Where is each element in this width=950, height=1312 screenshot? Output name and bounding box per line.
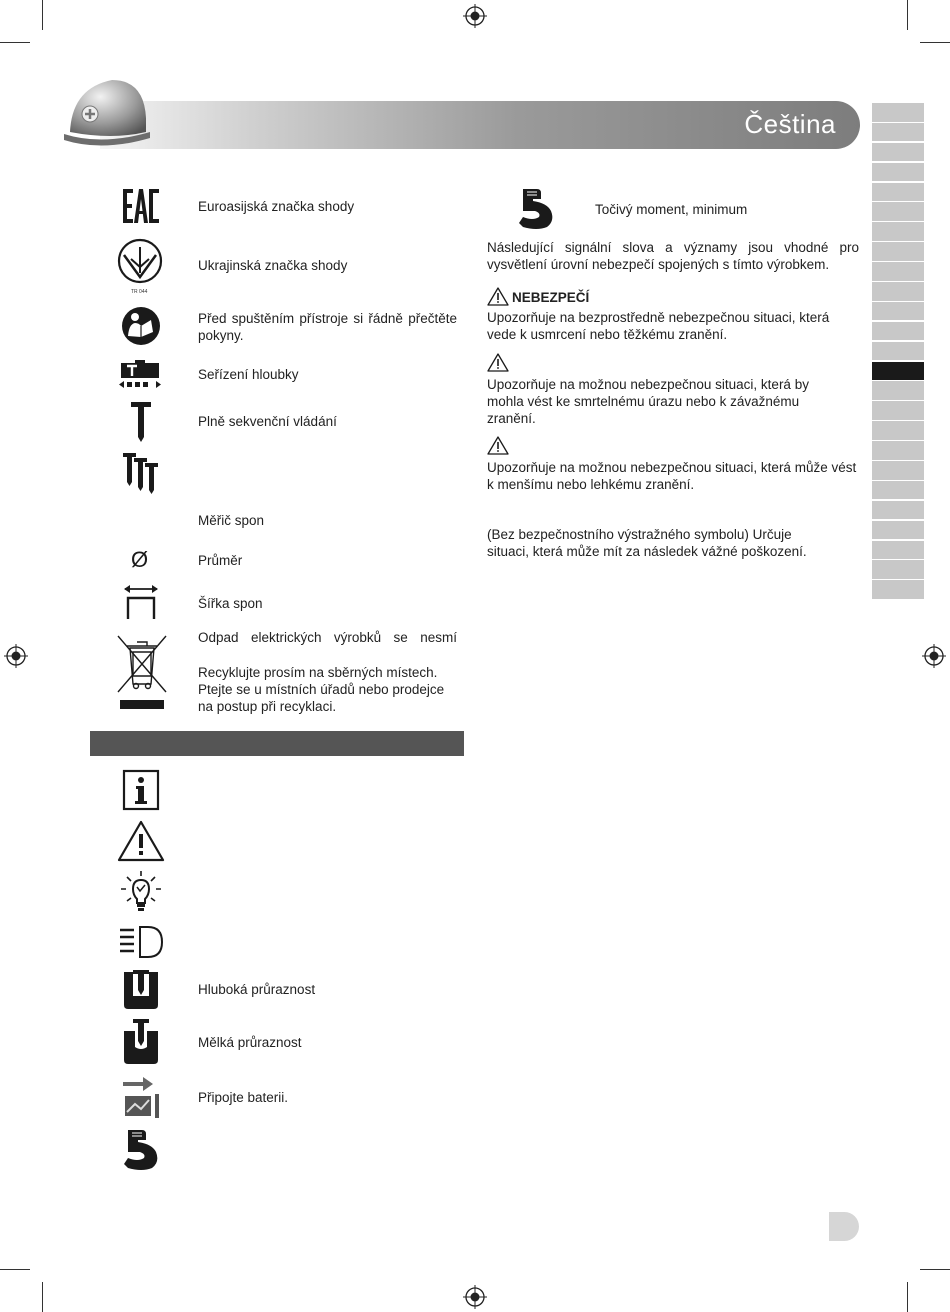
symbol-text: Průměr	[198, 553, 243, 568]
language-tab[interactable]	[872, 262, 924, 281]
warning-text: Upozorňuje na možnou nebezpečnou situaci, která by mohla vést ke smrtelnému úrazu nebo k závažnému zranění.	[487, 377, 809, 426]
danger-text: Upozorňuje na bezprostředně nebezpečnou situaci, která vede k usmrcení nebo těžkému zranění.	[487, 310, 830, 342]
torque-text: Točivý moment, minimum	[595, 202, 748, 217]
torque-icon	[122, 1128, 162, 1172]
warning-icon	[487, 353, 509, 372]
safety-helmet-icon	[62, 74, 152, 150]
language-tab[interactable]	[872, 123, 924, 142]
crop-mark	[920, 42, 950, 43]
language-tab[interactable]	[872, 242, 924, 261]
language-tab[interactable]	[872, 461, 924, 480]
language-tab[interactable]	[872, 560, 924, 579]
language-tab[interactable]	[872, 222, 924, 241]
language-tab[interactable]	[872, 421, 924, 440]
language-tab[interactable]	[872, 541, 924, 560]
crop-mark	[42, 1282, 43, 1312]
symbol-text: Připojte baterii.	[198, 1090, 289, 1105]
registration-mark-icon	[463, 1285, 487, 1309]
notice-text: (Bez bezpečnostního výstražného symbolu) Určuje situaci, která může mít za následek vážné poškození.	[487, 527, 807, 559]
language-tab[interactable]	[872, 163, 924, 182]
symbol-text: Měřič spon	[198, 513, 265, 528]
language-tab[interactable]	[872, 322, 924, 341]
crop-mark	[907, 0, 908, 30]
language-tab[interactable]	[872, 580, 924, 599]
headlight-icon	[118, 924, 164, 960]
language-tab[interactable]	[872, 381, 924, 400]
registration-mark-icon	[922, 644, 946, 668]
depth-adjustment-icon	[117, 360, 163, 390]
caution-icon	[487, 436, 509, 455]
deep-penetration-icon	[122, 968, 160, 1010]
symbol-text: Seřízení hloubky	[198, 367, 299, 382]
registration-mark-icon	[4, 644, 28, 668]
caution-text: Upozorňuje na možnou nebezpečnou situaci, která může vést k menšímu nebo lehkému zranění.	[487, 460, 857, 492]
registration-mark-icon	[463, 4, 487, 28]
multi-nail-icon	[122, 452, 160, 494]
staple-width-icon	[122, 584, 160, 620]
symbol-text: Recyklujte prosím na sběrných místech. Ptejte se u místních úřadů nebo prodejce na postup při recyklaci.	[198, 665, 445, 714]
symbol-text: Šířka spon	[198, 596, 263, 611]
ukrainian-mark-caption: TR 044	[131, 289, 148, 295]
page-number-tab	[829, 1212, 859, 1241]
language-tab[interactable]	[872, 143, 924, 162]
danger-label: NEBEZPEČÍ	[512, 290, 590, 305]
crop-mark	[907, 1282, 908, 1312]
language-tab[interactable]	[872, 183, 924, 202]
lightbulb-icon	[119, 869, 163, 915]
info-icon	[122, 769, 160, 811]
crop-mark	[0, 1269, 30, 1270]
language-tab-active[interactable]	[872, 362, 924, 381]
warning-icon	[117, 820, 165, 862]
symbol-text: Euroasijská značka shody	[198, 199, 355, 214]
danger-warning-icon	[487, 287, 509, 306]
signal-words-intro: Následující signální slova a významy jsou vhodné pro vysvětlení úrovní nebezpečí spojených s tímto výrobkem.	[487, 240, 859, 272]
section-divider-bar	[90, 731, 464, 756]
crop-mark	[42, 0, 43, 30]
language-tab[interactable]	[872, 521, 924, 540]
symbol-text: Mělká průraznost	[198, 1035, 302, 1050]
language-tabs	[872, 103, 924, 600]
language-tab[interactable]	[872, 342, 924, 361]
language-tab[interactable]	[872, 401, 924, 420]
ukrainian-conformity-icon	[117, 237, 163, 293]
language-tab[interactable]	[872, 202, 924, 221]
header-banner	[100, 101, 860, 149]
shallow-penetration-icon	[122, 1019, 160, 1065]
diameter-icon: Ø	[131, 547, 149, 572]
language-tab[interactable]	[872, 302, 924, 321]
symbol-text: Ukrajinská značka shody	[198, 258, 348, 273]
crop-mark	[920, 1269, 950, 1270]
symbol-text: Plně sekvenční vládání	[198, 414, 337, 429]
read-manual-icon	[121, 306, 161, 346]
language-tab[interactable]	[872, 103, 924, 122]
language-title: Čeština	[744, 109, 836, 139]
symbol-text: Před spuštěním přístroje si řádně přečtěte pokyny.	[198, 311, 457, 343]
language-tab[interactable]	[872, 282, 924, 301]
language-tab[interactable]	[872, 501, 924, 520]
crop-mark	[0, 42, 30, 43]
weee-bin-icon	[115, 632, 169, 712]
eac-mark-icon	[122, 187, 160, 225]
single-nail-icon	[130, 401, 152, 443]
connect-battery-icon	[121, 1074, 163, 1120]
symbol-text: Hluboká průraznost	[198, 982, 316, 997]
symbol-text: Odpad elektrických výrobků se nesmí	[198, 630, 457, 645]
language-tab[interactable]	[872, 441, 924, 460]
language-tab[interactable]	[872, 481, 924, 500]
torque-icon	[517, 187, 557, 231]
